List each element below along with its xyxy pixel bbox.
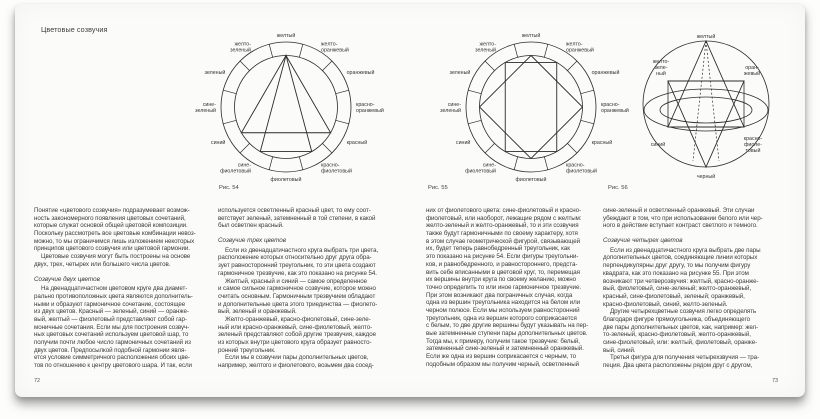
figure-caption: Рис. 55 bbox=[428, 185, 448, 191]
text-line: пеция. Два цвета расположены рядом друг с другом, bbox=[603, 362, 753, 370]
text-line: можно, то мы ограничимся лишь изложением некоторых bbox=[34, 237, 195, 245]
color-label: желто-зеленый bbox=[230, 41, 251, 54]
text-line: треугольник, одна из вершин которого соприкасается bbox=[426, 314, 577, 322]
color-label: красно-фиолетовый bbox=[321, 162, 352, 175]
paragraph bbox=[218, 247, 396, 278]
paragraph bbox=[218, 207, 396, 230]
text-line: Желтый, красный и синий — самое определенное bbox=[225, 277, 367, 285]
text-line: Третья фигура для получения четырехзвучия — тра- bbox=[610, 354, 760, 362]
section-heading: Созвучие четырех цветов bbox=[603, 237, 683, 245]
paragraph bbox=[603, 207, 783, 230]
text-line: используется осветленный красный цвет, то ему соот- bbox=[218, 207, 371, 214]
paragraph bbox=[218, 316, 396, 354]
text-line: в этом случае геометрической фигурой, связывающей bbox=[426, 237, 581, 245]
color-label: зеленый bbox=[449, 70, 471, 76]
paragraph bbox=[603, 308, 783, 354]
text-line: перпендикулярны друг другу, то мы получим фигуру bbox=[603, 262, 751, 270]
paragraph bbox=[34, 285, 210, 370]
text-line: ных цветовых сочетаний используем цветовой шар, то bbox=[34, 331, 189, 339]
text-line: ность закономерного появления цветовых сочетаний, bbox=[34, 214, 186, 222]
color-label: сине-зеленый bbox=[195, 102, 216, 114]
text-column bbox=[603, 207, 783, 370]
text-line: ков, и равнобедренного, и равностороннего, предста- bbox=[426, 260, 578, 268]
color-label: синий bbox=[210, 140, 226, 146]
color-label: желтый bbox=[276, 33, 296, 39]
text-line: Поскольку рассмотреть все цветовые комбинации невоз- bbox=[34, 230, 196, 238]
text-line: Если мы в созвучии пары дополнительных цветов, bbox=[225, 354, 369, 362]
text-line: из двух цветов. Красный — зеленый, синий — оранже- bbox=[34, 308, 189, 316]
color-label: фиолетовый bbox=[270, 177, 302, 183]
text-line: вый, желтый — фиолетовый представляют собой гар- bbox=[34, 315, 187, 323]
color-label: синий bbox=[650, 142, 666, 148]
color-label: красно-оранжевый bbox=[356, 102, 384, 114]
text-line: с белым, то две другие вершины будут указывать на пер- bbox=[426, 322, 589, 330]
page-number-right: 73 bbox=[772, 378, 779, 384]
text-line: убеждают в том, что при использовании белого или чер- bbox=[603, 214, 763, 222]
text-line: зеленый представляют собой другие трезвучия, каждое bbox=[218, 331, 376, 339]
color-label: желто-зеленый bbox=[475, 41, 496, 54]
text-line: дополнительных цветов, соединяющие линии которых bbox=[603, 254, 758, 262]
text-line: квадрата, как это показано на рисунке 55. При этом bbox=[603, 269, 749, 277]
text-line: вый, фиолетовый, сине-зеленый; желто-оранжевый, bbox=[603, 285, 752, 293]
text-line: их, будет теперь равнобедренный треугольник, как bbox=[426, 245, 570, 253]
color-label: зеленый bbox=[204, 70, 226, 76]
text-line: вые затемненные ступени пары дополнительных цветов. bbox=[426, 330, 588, 337]
text-line: черном полюсе. Если мы используем равносторонний bbox=[426, 306, 580, 314]
paragraph bbox=[426, 207, 602, 368]
text-line: При этом возникают два пограничных случая, когда bbox=[426, 291, 573, 299]
color-label: синий bbox=[455, 140, 471, 146]
color-label: желтый bbox=[696, 34, 716, 40]
text-line: ется условие симметричного расположения обоих цве- bbox=[34, 354, 190, 362]
text-line: ветствует зеленый, затемненный в той степени, в какой bbox=[218, 214, 376, 222]
paragraph bbox=[218, 278, 396, 316]
text-line: Цветовые созвучия могут быть построены на основе bbox=[41, 253, 191, 261]
paragraph bbox=[34, 207, 210, 253]
text-column bbox=[426, 207, 602, 368]
page-title: Цветовые созвучия bbox=[41, 25, 108, 34]
text-line: это показано на рисунке 54. Если фигуры треугольни- bbox=[426, 253, 579, 261]
color-label: красный bbox=[591, 140, 613, 146]
paragraph bbox=[603, 247, 783, 309]
text-line: Тогда мы, к примеру, получим такое трезвучие: белый, bbox=[426, 337, 580, 345]
text-line: одна из вершин треугольника находится на белом или bbox=[426, 299, 581, 307]
color-label: красно-оранжевый bbox=[601, 102, 629, 114]
text-line: благодаря фигуре прямоугольника, объединяющего bbox=[603, 315, 751, 323]
text-line: рально противоположных цвета являются дополнитель- bbox=[34, 292, 193, 300]
text-column bbox=[218, 207, 396, 370]
text-line: моничные сочетания. Если мы для построения созвуч- bbox=[34, 323, 190, 331]
text-line: Если из двенадцатичастного круга выбрать три цвета, bbox=[225, 246, 379, 254]
text-line: двух, трех, четырех или большего числа цветов. bbox=[34, 260, 171, 268]
color-label: сине-фиолетовый bbox=[465, 162, 496, 175]
text-line: сине-зеленый и осветленный оранжевый. Эти случаи bbox=[603, 207, 755, 214]
color-label: сине-зеленый bbox=[440, 102, 461, 114]
text-line: фиолетовый, или наоборот, лежащие рядом с желтым: bbox=[426, 214, 582, 222]
paragraph bbox=[603, 354, 783, 369]
text-line: тов по отношению к центру цветового шара. И так, если bbox=[34, 362, 192, 370]
figure-caption: Рис. 54 bbox=[219, 185, 239, 191]
text-line: затемненный сине-зеленый и затемненный оранжевый. bbox=[426, 345, 584, 353]
text-line: и самое сильное гармоничное созвучие, которое можно bbox=[218, 285, 376, 293]
text-line: то-зеленый, красно-фиолетовый, желто-оранжевый, bbox=[603, 331, 751, 339]
text-line: и дополнительные цвета этого триединства — фиолето- bbox=[218, 300, 378, 308]
text-line: их вершины внутри круга по своему желанию, можно bbox=[426, 276, 577, 284]
text-line: зует равносторонний треугольник, то эти цвета создают bbox=[218, 262, 376, 270]
section-heading: Созвучие трех цветов bbox=[218, 237, 287, 245]
text-line: вить себе вписанными в цветовой круг, то, перемещая bbox=[426, 268, 580, 276]
color-label: оран-жевый bbox=[743, 65, 761, 77]
text-line: двух цветов. Предпосылкой подобной гармонии явля- bbox=[34, 346, 187, 354]
paragraph bbox=[218, 354, 396, 369]
text-line: расположение которых относительно друг друга обра- bbox=[218, 254, 372, 262]
color-label: красно-фиолетовый bbox=[566, 162, 597, 175]
text-line: гармоничное трезвучие, как это показано на рисунке 54. bbox=[218, 269, 377, 277]
text-line: желто-зеленый и желто-оранжевый, то и эти созвучия bbox=[426, 222, 579, 230]
text-line: был осветлен красный. bbox=[218, 222, 284, 230]
text-line: Если же одна из вершин соприкасается с черным, то bbox=[426, 353, 576, 361]
text-line: возникают три четверозвучия: желтый, красно-оранже- bbox=[603, 277, 759, 285]
color-label: оранжевый bbox=[346, 70, 375, 76]
text-line: Другие четырехцветные созвучия легко определять bbox=[610, 308, 757, 316]
text-line: из которых внутри цветового круга образует равносто- bbox=[218, 339, 372, 347]
color-label: желто-оранжевый bbox=[566, 41, 594, 54]
text-line: ный или красно-оранжевый, сине-фиолетовый, желто- bbox=[218, 323, 373, 331]
figure-caption: Рис. 56 bbox=[608, 185, 628, 191]
section-heading: Созвучие двух цветов bbox=[34, 275, 100, 283]
text-line: красный, сине-фиолетовый, зеленый; оранжевый, bbox=[603, 292, 745, 300]
text-line: вый, зеленый и оранжевый. bbox=[218, 308, 297, 316]
color-label: фиолетовый bbox=[515, 177, 547, 183]
text-column bbox=[34, 207, 210, 370]
page-number-left: 72 bbox=[34, 378, 41, 384]
paragraph bbox=[34, 253, 210, 268]
text-line: сине-фиолетовый, или: желтый, фиолетовый, оранже- bbox=[603, 339, 758, 347]
text-line: Если из двенадцатичастного круга выбрать две пары bbox=[610, 246, 761, 254]
text-line: две пары дополнительных цветов, как, например: жел- bbox=[603, 323, 759, 331]
color-label: красный bbox=[346, 140, 368, 146]
text-line: На двенадцатичастном цветовом круге два диамет- bbox=[41, 285, 188, 293]
text-line: вый, синий. bbox=[603, 346, 636, 354]
text-line: получим почти любое число гармоничных сочетаний из bbox=[34, 339, 191, 347]
text-line: ными и образуют гармоничное сочетание, состоящее bbox=[34, 300, 186, 308]
text-line: Понятие «цветового созвучия» подразумевает возмож- bbox=[34, 207, 190, 214]
color-label: черный bbox=[696, 174, 716, 180]
color-label: желто-оранжевый bbox=[321, 41, 349, 54]
text-line: ронний треугольник. bbox=[218, 346, 276, 354]
text-line: принципов цветового созвучия или цветовой гармонии. bbox=[34, 245, 190, 253]
text-line: них от фиолетового цвета: сине-фиолетовый и красно- bbox=[426, 207, 582, 214]
color-label: оранжевый bbox=[591, 70, 620, 76]
text-line: которые служат основой общей цветовой композиции. bbox=[34, 222, 188, 230]
color-label: желто-зеле-ный bbox=[652, 59, 670, 77]
text-line: считать основным. Гармоничным трезвучием обладают bbox=[218, 292, 376, 300]
text-line: Желто-оранжевый, красно-фиолетовый, сине-зеле- bbox=[225, 315, 371, 323]
text-line: ного в действие вступает контраст светлого и темного. bbox=[603, 222, 758, 230]
text-line: подобным образом мы получим черный, осветленный bbox=[426, 360, 580, 368]
text-line: также будут гармоничными по своему характеру, хотя bbox=[426, 230, 578, 238]
color-label: сине-фиолетовый bbox=[220, 162, 251, 175]
color-label: красно-фиоле-товый bbox=[743, 136, 763, 154]
text-line: красно-фиолетовый, синий, желто-зеленый. bbox=[603, 300, 728, 308]
text-line: например, желтого и фиолетового, возьмем два сосед- bbox=[218, 362, 374, 370]
text-line: точно определить то или иное гармоничное трезвучие. bbox=[426, 283, 581, 291]
color-label: желтый bbox=[521, 33, 541, 39]
